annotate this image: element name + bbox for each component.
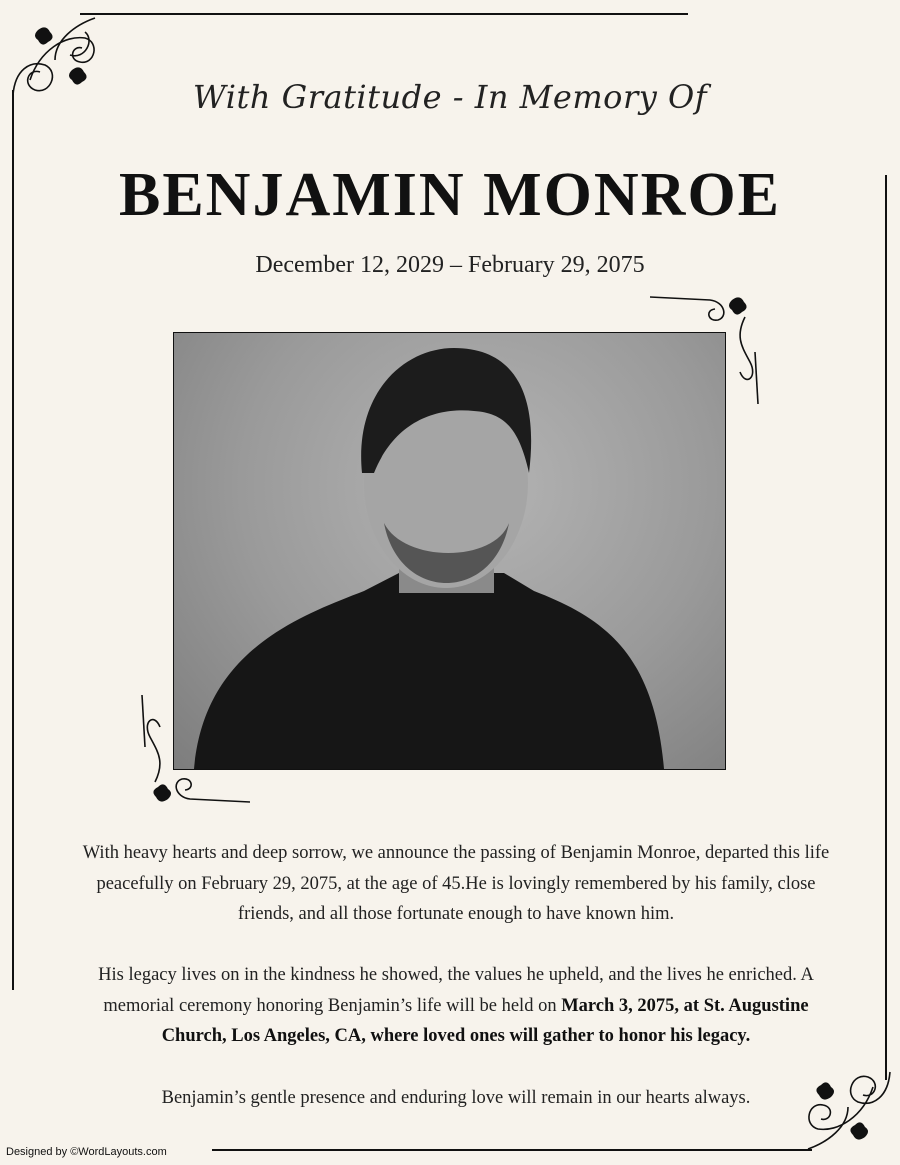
memorial-details: March 3, 2075, at St. Augustine Church, Los Angeles, CA, where loved ones will gather to honor his legacy. xyxy=(161,995,809,1046)
memorial-paragraph xyxy=(70,960,842,1052)
memorial-text: His legacy lives on in the kindness he showed, the values he upheld, and the lives he enriched. A memorial ceremony honoring Benjamin’s life will be held on xyxy=(98,965,814,1016)
border-top xyxy=(80,13,688,15)
designer-credit: Designed by ©WordLayouts.com xyxy=(6,1146,167,1158)
photo-ornament-top-right-icon xyxy=(650,292,765,407)
border-right xyxy=(885,175,887,1080)
closing-paragraph: Benjamin’s gentle presence and enduring love will remain in our hearts always. xyxy=(161,1088,751,1108)
life-dates: December 12, 2029 – February 29, 2075 xyxy=(255,252,645,278)
portrait-silhouette-icon xyxy=(174,333,725,769)
tagline: With Gratitude - In Memory Of xyxy=(192,78,708,116)
photo-ornament-bottom-left-icon xyxy=(135,692,250,807)
border-bottom xyxy=(212,1149,812,1151)
deceased-name: BENJAMIN MONROE xyxy=(118,161,782,229)
announcement-paragraph: With heavy hearts and deep sorrow, we announce the passing of Benjamin Monroe, departed this life peacefully on February 29, 2075, at the age of 45.He is lovingly remembered by his family, close friends, and all those fortunate enough to have known him. xyxy=(82,843,830,924)
portrait-photo xyxy=(173,332,726,770)
